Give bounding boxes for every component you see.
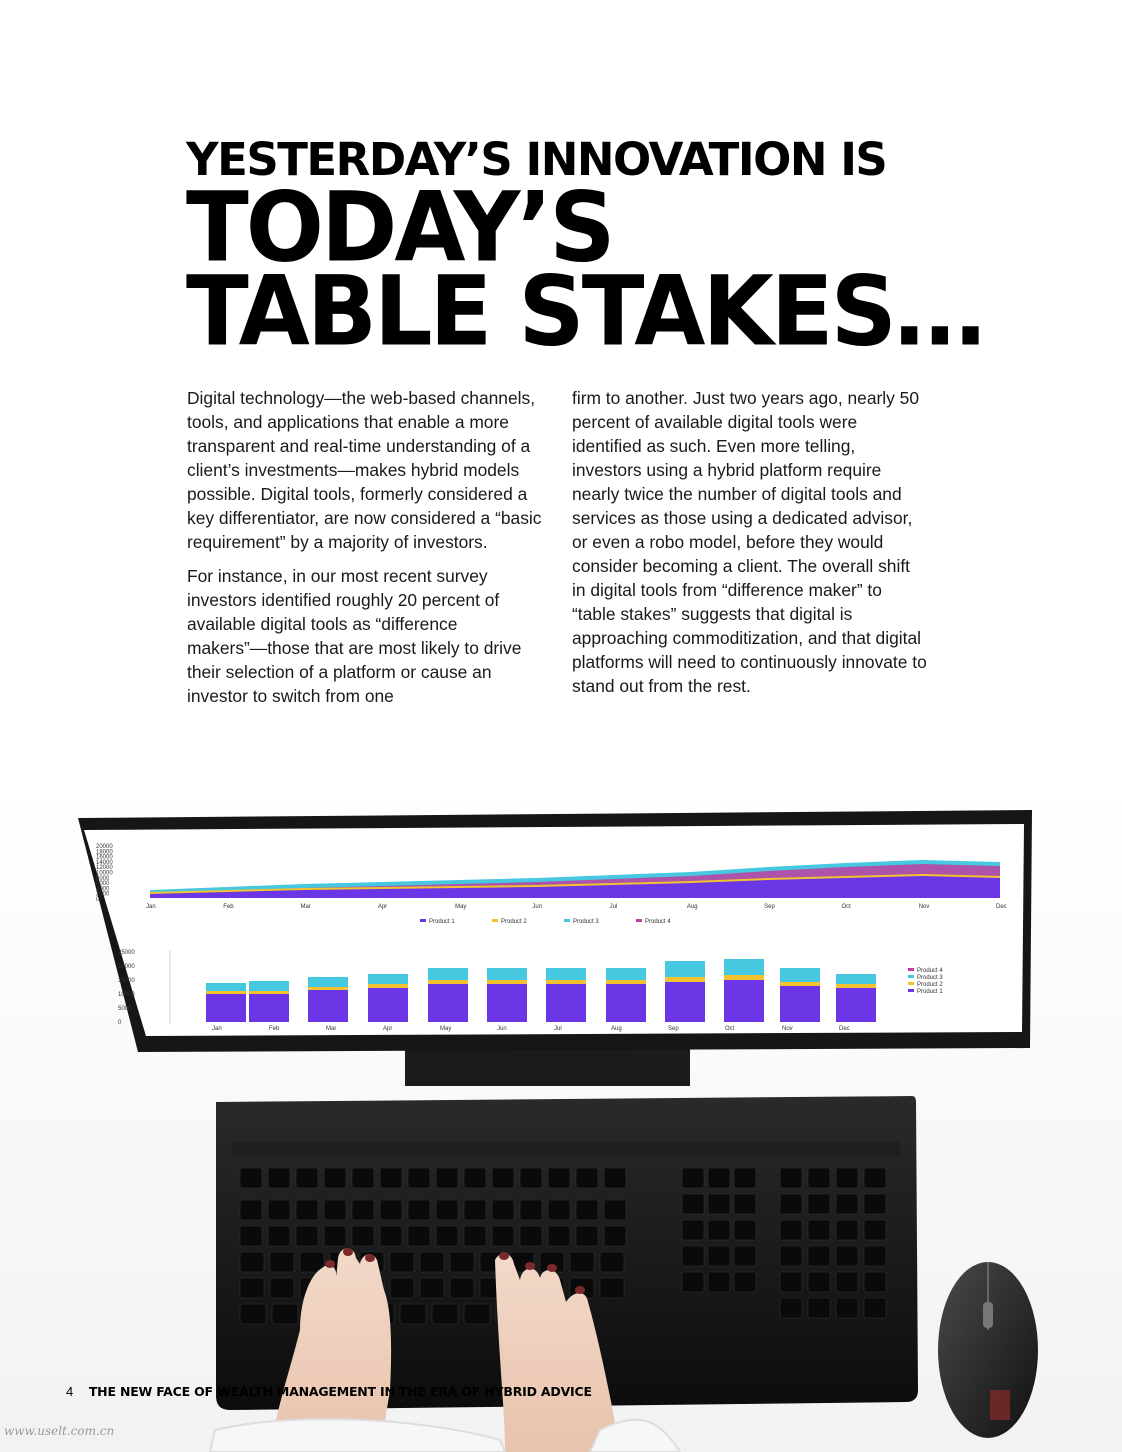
- bar-segment-product-3: [206, 983, 246, 991]
- bar-segment-product-2: [665, 977, 705, 982]
- keyboard-key: [464, 1304, 490, 1324]
- keyboard-key: [780, 1220, 802, 1240]
- bar-segment-product-1: [780, 986, 820, 1022]
- bar-segment-product-2: [368, 984, 408, 988]
- page-number: 4: [66, 1384, 74, 1399]
- keyboard-key: [352, 1226, 374, 1246]
- bar-segment-product-3: [308, 977, 348, 987]
- paragraph-3: firm to another. Just two years ago, nearly 50 percent of available digital tools were identified as such. Even more telling, investors using a hybrid platform require nearly twice the number of digital tools and services as those using a dedicated advisor, or even a robo model, before they would consider becoming a client. The overall shift in digital tools from “difference maker” to “table stakes” suggests that digital is approaching commoditization, and that digital platforms will need to continuously innovate to stand out from the rest.: [572, 388, 927, 696]
- keyboard-key: [708, 1220, 730, 1240]
- keyboard-key: [600, 1278, 624, 1298]
- keyboard-key: [836, 1168, 858, 1188]
- keyboard-key: [520, 1200, 542, 1220]
- keyboard-key: [240, 1304, 266, 1324]
- bar-x-tick: Mar: [326, 1026, 337, 1032]
- legend-label: Product 4: [645, 919, 671, 925]
- legend-swatch: [908, 982, 914, 985]
- area-y-tick: 16000: [96, 854, 113, 861]
- bar-segment-product-3: [665, 961, 705, 977]
- bar-segment-product-3: [249, 981, 289, 991]
- bar-segment-product-3: [368, 974, 408, 984]
- bar-x-tick: Jan: [212, 1026, 222, 1032]
- legend-swatch: [908, 968, 914, 971]
- keyboard-key: [864, 1194, 886, 1214]
- bar-x-tick: Jul: [554, 1026, 562, 1032]
- keyboard-key: [240, 1200, 262, 1220]
- keyboard-key: [734, 1272, 756, 1292]
- area-x-tick: Jan: [146, 904, 156, 910]
- keyboard-key: [864, 1272, 886, 1292]
- keyboard-key: [270, 1252, 294, 1272]
- bar-segment-product-1: [206, 994, 246, 1022]
- keyboard-key: [240, 1226, 262, 1246]
- bar-segment-product-2: [487, 980, 527, 984]
- bar-segment-product-3: [428, 968, 468, 980]
- keyboard-key: [300, 1252, 324, 1272]
- bar-segment-product-3: [780, 968, 820, 982]
- keyboard-key: [408, 1168, 430, 1188]
- keyboard-key: [420, 1278, 444, 1298]
- bar-x-tick: Dec: [839, 1026, 850, 1032]
- legend-label: Product 2: [917, 982, 943, 988]
- legend-label: Product 1: [429, 919, 455, 925]
- bar-x-tick: Jun: [497, 1026, 507, 1032]
- keyboard-key: [780, 1298, 802, 1318]
- keyboard-key: [570, 1252, 594, 1272]
- headline-line-3: TABLE STAKES…: [186, 255, 983, 368]
- keyboard-key: [390, 1278, 414, 1298]
- keyboard-key: [734, 1168, 756, 1188]
- keyboard-key: [864, 1298, 886, 1318]
- keyboard-key: [520, 1226, 542, 1246]
- bar-segment-product-1: [724, 980, 764, 1022]
- bar-segment-product-1: [665, 982, 705, 1022]
- keyboard-key: [682, 1272, 704, 1292]
- headline: [186, 133, 1086, 368]
- area-x-tick: Mar: [300, 904, 311, 910]
- paragraph-2: For instance, in our most recent survey investors identified roughly 20 percent of available digital tools as “difference makers”—those that are most likely to drive their selection of a platform or cause an investor to switch from one: [187, 566, 522, 706]
- keyboard-key: [864, 1168, 886, 1188]
- bar-segment-product-3: [724, 959, 764, 975]
- keyboard-key: [352, 1168, 374, 1188]
- legend-swatch: [636, 919, 642, 922]
- keyboard-key: [436, 1226, 458, 1246]
- keyboard-key: [780, 1272, 802, 1292]
- legend-label: Product 4: [917, 968, 943, 974]
- bar-segment-product-2: [308, 987, 348, 990]
- area-y-tick: 12000: [96, 865, 113, 872]
- bar-segment-product-1: [249, 994, 289, 1022]
- keyboard-key: [408, 1226, 430, 1246]
- keyboard-key: [408, 1200, 430, 1220]
- area-x-tick: Oct: [841, 904, 851, 910]
- keyboard-key: [352, 1200, 374, 1220]
- area-y-tick: 0: [96, 897, 100, 903]
- keyboard-key: [436, 1200, 458, 1220]
- keyboard-key: [272, 1304, 298, 1324]
- keyboard-key: [682, 1246, 704, 1266]
- legend-label: Product 1: [917, 989, 943, 995]
- bar-y-tick: 5000: [118, 1006, 132, 1012]
- body-column-right: [572, 386, 927, 708]
- bar-segment-product-2: [836, 984, 876, 988]
- bar-y-tick: 0: [118, 1020, 122, 1026]
- area-y-tick: 6000: [96, 881, 110, 888]
- bar-y-tick: 15000: [118, 978, 135, 984]
- keyboard-key: [604, 1168, 626, 1188]
- area-x-tick: Dec: [996, 904, 1007, 910]
- bar-segment-product-3: [546, 968, 586, 980]
- bar-segment-product-1: [546, 984, 586, 1022]
- area-x-tick: Jul: [609, 904, 618, 910]
- keyboard-key: [432, 1304, 458, 1324]
- keyboard-key: [450, 1252, 474, 1272]
- keyboard-key: [400, 1304, 426, 1324]
- bar-segment-product-1: [836, 988, 876, 1022]
- bar-x-tick: Apr: [383, 1026, 393, 1032]
- area-y-tick: 4000: [96, 886, 110, 893]
- bar-x-tick: Oct: [725, 1026, 735, 1032]
- keyboard-key: [682, 1220, 704, 1240]
- keyboard-key: [268, 1200, 290, 1220]
- area-y-tick: 18000: [96, 849, 113, 856]
- area-x-tick: Nov: [918, 904, 930, 910]
- keyboard-key: [780, 1194, 802, 1214]
- keyboard-key: [780, 1246, 802, 1266]
- keyboard-key: [324, 1168, 346, 1188]
- bar-y-tick: 25000: [118, 950, 135, 956]
- headline-line-2: TODAY’S: [186, 171, 613, 284]
- keyboard-key: [836, 1246, 858, 1266]
- keyboard-key: [836, 1220, 858, 1240]
- area-y-tick: 8000: [96, 875, 110, 882]
- keyboard-key: [240, 1168, 262, 1188]
- bar-segment-product-3: [836, 974, 876, 984]
- bar-segment-product-2: [780, 982, 820, 986]
- bar-segment-product-1: [308, 990, 348, 1022]
- bar-x-tick: Sep: [668, 1026, 679, 1032]
- area-x-tick: Jun: [532, 904, 543, 910]
- keyboard-key: [324, 1200, 346, 1220]
- area-y-tick: 20000: [96, 844, 113, 850]
- area-y-tick: 2000: [96, 891, 110, 898]
- area-x-tick: May: [455, 904, 467, 910]
- keyboard-key: [240, 1252, 264, 1272]
- bar-x-tick: Nov: [782, 1026, 793, 1032]
- page-footer: [66, 1384, 592, 1400]
- bar-segment-product-2: [724, 975, 764, 980]
- keyboard-key: [268, 1226, 290, 1246]
- keyboard-key: [576, 1200, 598, 1220]
- bar-segment-product-2: [428, 980, 468, 984]
- watermark: www.uselt.com.cn: [4, 1424, 115, 1438]
- keyboard-key: [808, 1272, 830, 1292]
- keyboard-key: [836, 1298, 858, 1318]
- keyboard-key: [548, 1200, 570, 1220]
- keyboard-key: [682, 1194, 704, 1214]
- bar-segment-product-2: [249, 991, 289, 994]
- bar-segment-product-1: [368, 988, 408, 1022]
- bar-segment-product-3: [606, 968, 646, 980]
- keyboard-key: [520, 1168, 542, 1188]
- report-title: THE NEW FACE OF WEALTH MANAGEMENT IN THE ERA OF HYBRID ADVICE: [88, 1384, 592, 1399]
- keyboard-key: [780, 1168, 802, 1188]
- keyboard-key: [296, 1200, 318, 1220]
- legend-label: Product 2: [501, 919, 527, 925]
- mouse: [938, 1262, 1038, 1438]
- body-column-left: [187, 386, 542, 718]
- bar-x-tick: Feb: [269, 1026, 280, 1032]
- bar-segment-product-1: [606, 984, 646, 1022]
- keyboard-key: [600, 1252, 624, 1272]
- keyboard-key: [324, 1226, 346, 1246]
- keyboard-key: [548, 1168, 570, 1188]
- keyboard-key: [682, 1168, 704, 1188]
- legend-swatch: [492, 919, 498, 922]
- keyboard-key: [708, 1168, 730, 1188]
- keyboard-key: [604, 1200, 626, 1220]
- keyboard-key: [464, 1226, 486, 1246]
- keyboard-key: [734, 1246, 756, 1266]
- keyboard-key: [296, 1226, 318, 1246]
- keyboard-key: [808, 1298, 830, 1318]
- legend-label: Product 3: [917, 975, 943, 981]
- area-x-tick: Sep: [764, 904, 775, 910]
- area-x-tick: Feb: [223, 904, 234, 910]
- keyboard-key: [708, 1194, 730, 1214]
- keyboard-key: [436, 1168, 458, 1188]
- bar-y-tick: 20000: [118, 964, 135, 970]
- bar-segment-product-1: [428, 984, 468, 1022]
- keyboard-key: [604, 1226, 626, 1246]
- keyboard-key: [808, 1220, 830, 1240]
- keyboard-key: [296, 1168, 318, 1188]
- keyboard-key: [492, 1168, 514, 1188]
- area-x-tick: Aug: [686, 904, 698, 910]
- keyboard-key: [380, 1168, 402, 1188]
- keyboard-key: [734, 1220, 756, 1240]
- keyboard-key: [380, 1226, 402, 1246]
- keyboard-key: [464, 1168, 486, 1188]
- keyboard-key: [808, 1194, 830, 1214]
- paragraph-1: Digital technology—the web-based channels, tools, and applications that enable a more transparent and real-time understanding of a client’s investments—makes hybrid models possible. Digital tools, formerly considered a key differentiator, are now considered a “basic requirement” by a majority of investors.: [187, 388, 542, 552]
- keyboard-key: [492, 1200, 514, 1220]
- area-y-tick: 14000: [96, 859, 113, 866]
- legend-swatch: [420, 919, 426, 922]
- bar-x-tick: May: [440, 1026, 452, 1032]
- keyboard-key: [464, 1200, 486, 1220]
- keyboard-key: [836, 1272, 858, 1292]
- keyboard-key: [268, 1168, 290, 1188]
- keyboard-key: [576, 1168, 598, 1188]
- bar-segment-product-1: [487, 984, 527, 1022]
- bar-segment-product-2: [206, 991, 246, 994]
- bar-y-tick: 10000: [118, 992, 135, 998]
- keyboard-key: [450, 1278, 474, 1298]
- area-x-tick: Apr: [377, 904, 388, 910]
- keyboard-key: [708, 1272, 730, 1292]
- keyboard-key: [492, 1226, 514, 1246]
- keyboard-key: [864, 1220, 886, 1240]
- keyboard-key: [390, 1252, 414, 1272]
- area-y-tick: 10000: [96, 870, 113, 877]
- photo-computer-desk: [0, 790, 1122, 1452]
- keyboard-key: [836, 1194, 858, 1214]
- legend-swatch: [908, 975, 914, 978]
- legend-label: Product 3: [573, 919, 599, 925]
- keyboard-key: [420, 1252, 444, 1272]
- keyboard-key: [548, 1226, 570, 1246]
- keyboard-key: [734, 1194, 756, 1214]
- keyboard-key: [808, 1168, 830, 1188]
- keyboard-key: [864, 1246, 886, 1266]
- bar-segment-product-2: [606, 980, 646, 984]
- headline-line-1: YESTERDAY’S INNOVATION IS: [186, 133, 887, 186]
- keyboard-key: [270, 1278, 294, 1298]
- keyboard-key: [380, 1200, 402, 1220]
- keyboard-key: [576, 1226, 598, 1246]
- keyboard-key: [240, 1278, 264, 1298]
- legend-swatch: [908, 989, 914, 992]
- bar-x-tick: Aug: [611, 1026, 622, 1032]
- bar-segment-product-2: [546, 980, 586, 984]
- legend-swatch: [564, 919, 570, 922]
- bar-segment-product-3: [487, 968, 527, 980]
- keyboard-key: [808, 1246, 830, 1266]
- keyboard-key: [708, 1246, 730, 1266]
